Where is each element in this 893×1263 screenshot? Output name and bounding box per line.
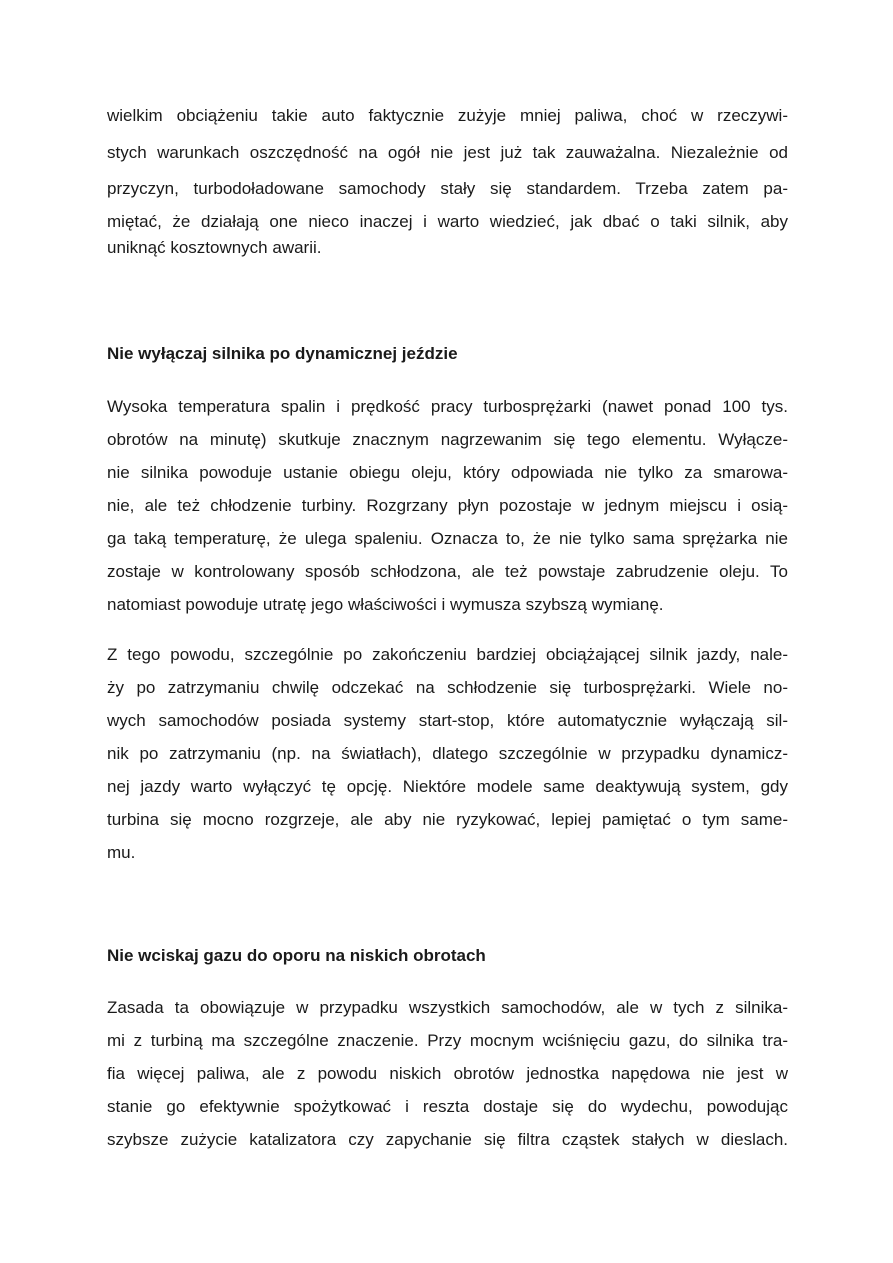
section2-p1-line-3: fia więcej paliwa, ale z powodu niskich obrotów jednostka napędowa nie jest w [107,1064,788,1083]
section1-p1-line-7: natomiast powoduje utratę jego właściwości i wymusza szybszą wymianę. [107,595,664,614]
section1-p1-line-6: zostaje w kontrolowany sposób schłodzona, ale też powstaje zabrudzenie oleju. To [107,562,788,581]
section1-p2-line-4: nik po zatrzymaniu (np. na światłach), dlatego szczególnie w przypadku dynamicz- [107,744,788,763]
section1-p1-line-3: nie silnika powoduje ustanie obiegu oleju, który odpowiada nie tylko za smarowa- [107,463,788,482]
section2-p1-line-2: mi z turbiną ma szczególne znaczenie. Przy mocnym wciśnięciu gazu, do silnika tra- [107,1031,788,1050]
section2-p1-line-4: stanie go efektywnie spożytkować i reszta dostaje się do wydechu, powodując [107,1097,788,1116]
section2-p1-line-1: Zasada ta obowiązuje w przypadku wszystkich samochodów, ale w tych z silnika- [107,998,788,1017]
section1-p1-line-5: ga taką temperaturę, że ulega spaleniu. Oznacza to, że nie tylko sama sprężarka nie [107,529,788,548]
intro-line-5: uniknąć kosztownych awarii. [107,238,322,257]
section1-p2-line-7: mu. [107,843,136,862]
section1-heading: Nie wyłączaj silnika po dynamicznej jeździe [107,344,458,363]
intro-line-2: stych warunkach oszczędność na ogół nie jest już tak zauważalna. Niezależnie od [107,143,788,162]
section1-p1-line-2: obrotów na minutę) skutkuje znacznym nagrzewanim się tego elementu. Wyłącze- [107,430,788,449]
section1-p2-line-2: ży po zatrzymaniu chwilę odczekać na schłodzenie się turbosprężarki. Wiele no- [107,678,788,697]
intro-line-3: przyczyn, turbodoładowane samochody stały się standardem. Trzeba zatem pa- [107,179,788,198]
section1-p2-line-1: Z tego powodu, szczególnie po zakończeniu bardziej obciążającej silnik jazdy, nale- [107,645,788,664]
section2-heading: Nie wciskaj gazu do oporu na niskich obrotach [107,946,486,965]
section1-p2-line-3: wych samochodów posiada systemy start-stop, które automatycznie wyłączają sil- [107,711,788,730]
section1-p1-line-4: nie, ale też chłodzenie turbiny. Rozgrzany płyn pozostaje w jednym miejscu i osią- [107,496,788,515]
section1-p2-line-6: turbina się mocno rozgrzeje, ale aby nie ryzykować, lepiej pamiętać o tym same- [107,810,788,829]
intro-line-1: wielkim obciążeniu takie auto faktycznie zużyje mniej paliwa, choć w rzeczywi- [107,106,788,125]
section2-p1-line-5: szybsze zużycie katalizatora czy zapychanie się filtra cząstek stałych w dieslach. [107,1130,788,1149]
section1-p2-line-5: nej jazdy warto wyłączyć tę opcję. Niektóre modele same deaktywują system, gdy [107,777,788,796]
section1-p1-line-1: Wysoka temperatura spalin i prędkość pracy turbosprężarki (nawet ponad 100 tys. [107,397,788,416]
intro-line-4: miętać, że działają one nieco inaczej i warto wiedzieć, jak dbać o taki silnik, aby [107,212,788,231]
